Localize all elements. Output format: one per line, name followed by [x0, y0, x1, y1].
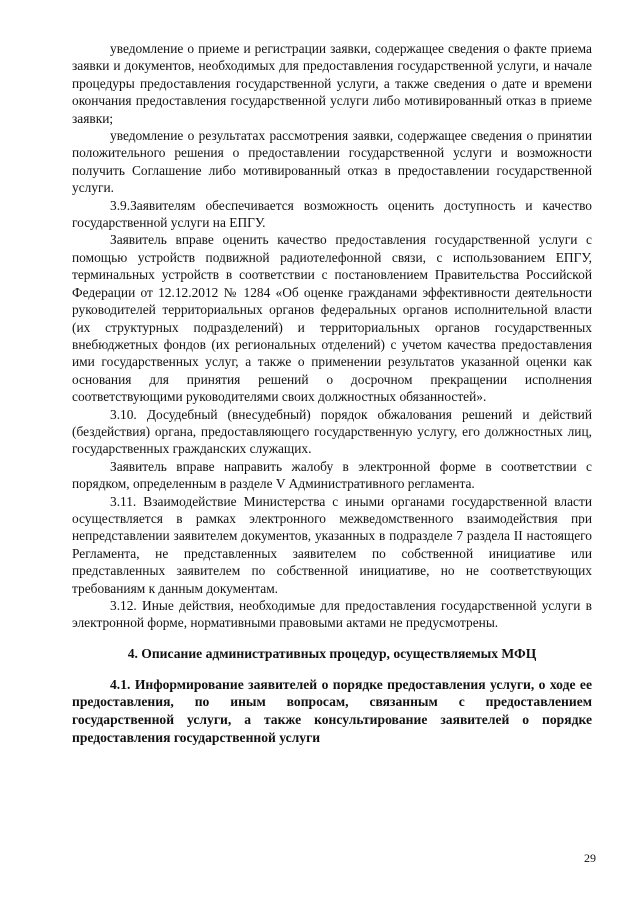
paragraph-complaint: Заявитель вправе направить жалобу в электронной форме в соответствии с порядком, определенным в разделе V Административного регламента. — [72, 458, 592, 492]
spacer — [72, 663, 592, 676]
paragraph-notification-result: уведомление о результатах рассмотрения заявки, содержащее сведения о принятии положительного решения о предоставлении государственной услуги и возможности получить Соглашение либо мотивированный отказ в предоставлении государственной услуги. — [72, 128, 592, 196]
section-title: 4. Описание административных процедур, осуществляемых МФЦ — [127, 645, 537, 661]
subsection-title: 4.1. Информирование заявителей о порядке предоставления услуги, о ходе ее предоставления, по иным вопросам, связанным с предоставлением государственной услуги, а также консультирование заявителей о порядке предоставления государственной услуги — [72, 676, 592, 745]
paragraph-3-12: 3.12. Иные действия, необходимые для предоставления государственной услуги в электронной форме, нормативными правовыми актами не предусмотрены. — [72, 598, 592, 631]
paragraph-3-11: 3.11. Взаимодействие Министерства с иными органами государственной власти осуществляется в рамках электронного межведомственного взаимодействия при непредставлении заявителем документов, указанных в подразделе 7 раздела II настоящего Регламента, не представленных заявителем по собственной инициативе или представленных заявителем по собственной инициативе, но не соответствующих требованиям к данным документам. — [72, 493, 592, 596]
paragraph-notification-receipt: уведомление о приеме и регистрации заявки, содержащее сведения о факте приема заявки и документов, необходимых для предоставления государственной услуги, и начале процедуры предоставления государственной услуги, а также сведения о дате и времени окончания предоставления государственной услуги либо мотивированный отказ в приеме заявки; — [72, 41, 592, 126]
paragraph-3-10: 3.10. Досудебный (внесудебный) порядок обжалования решений и действий (бездействия) органа, предоставляющего государственную услугу, его должностных лиц, государственных гражданских служащих. — [72, 406, 592, 457]
document-page — [72, 40, 592, 746]
spacer — [72, 632, 592, 645]
paragraph-3-9: 3.9.Заявителям обеспечивается возможность оценить доступность и качество государственной услуги на ЕПГУ. — [72, 197, 592, 231]
paragraph-quality-assessment: Заявитель вправе оценить качество предоставления государственной услуги с помощью устройств подвижной радиотелефонной связи, с использованием ЕПГУ, терминальных устройств в соответствии с постановлением Правительства Российской Федерации от 12.12.2012 № 1284 «Об оценке гражданами эффективности деятельности руководителей территориальных органов федеральных органов исполнительной власти (их структурных подразделений) и территориальных органов государственных внебюджетных фондов (их региональных отделений) с учетом качества предоставления ими государственных услуг, а также о применении результатов указанной оценки как основания для принятия решений о досрочном прекращении исполнения соответствующими руководителями своих должностных обязанностей». — [72, 232, 592, 405]
page-number: 29 — [584, 851, 596, 865]
